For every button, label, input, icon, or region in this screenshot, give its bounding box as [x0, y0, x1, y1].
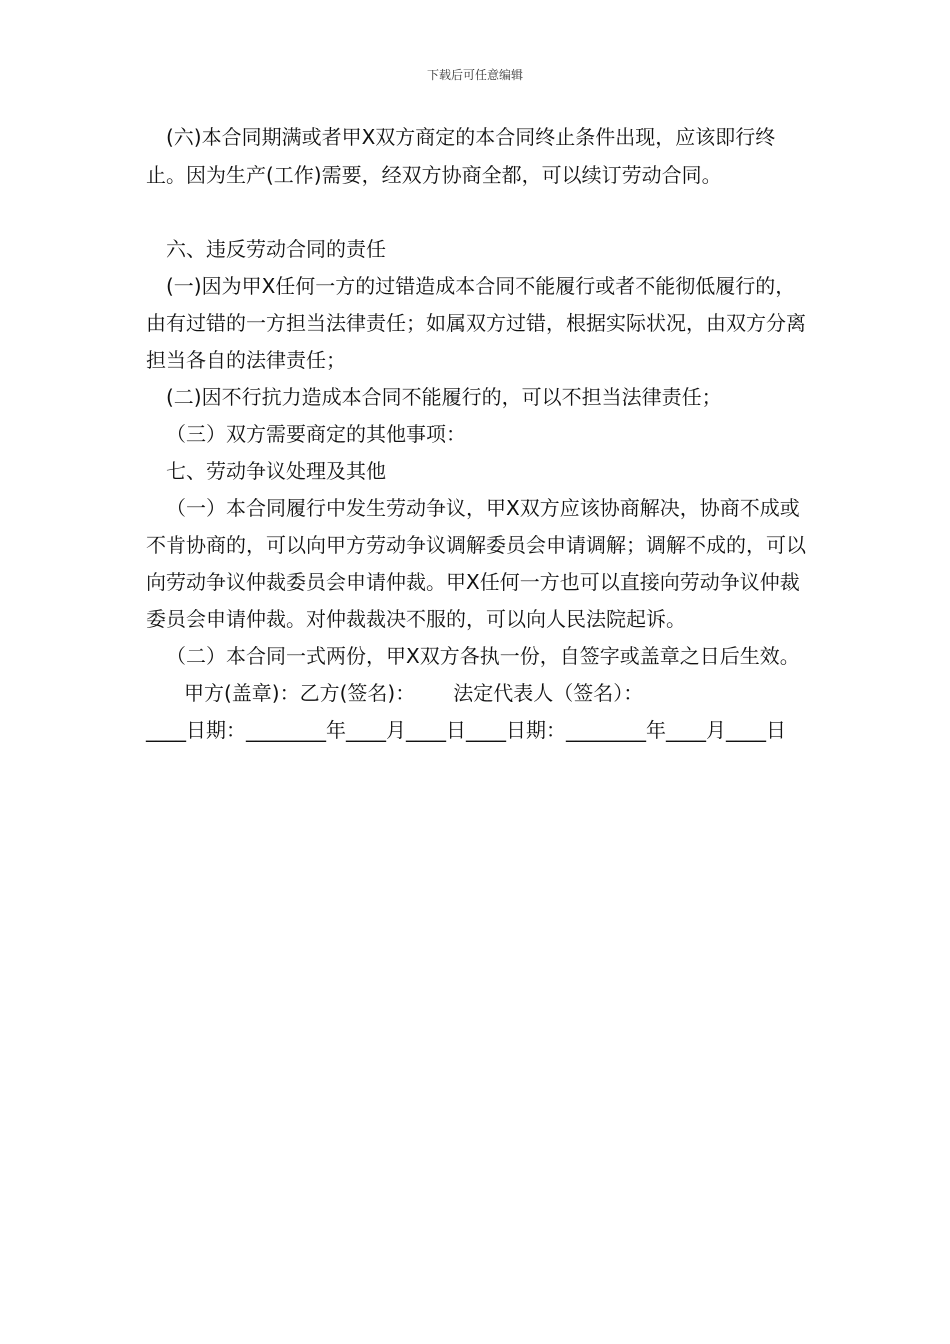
- section-6-title: 六、违反劳动合同的责任: [166, 237, 386, 261]
- section-7-title: 七、劳动争议处理及其他: [166, 459, 386, 483]
- page-header: 下载后可任意编辑: [426, 68, 523, 82]
- party-a-label: 甲方(盖章)：: [184, 681, 300, 705]
- party-b-label: 乙方(签名)：: [299, 681, 416, 705]
- paragraph-7-1: （一）本合同履行中发生劳动争议，甲X双方应该协商解决，协商不成或不肯协商的，可以向甲方劳动争议调解委员会申请调解；调解不成的，可以向劳动争议仲裁委员会申请仲裁。甲X任何一方也可以直接向劳动争议仲裁委员会申请仲裁。对仲裁裁决不服的，可以向人民法院起诉。: [146, 496, 806, 631]
- paragraph-7-2-text: （二）本合同一式两份，甲X双方各执一份，自签字或盖章之日后生效。: [166, 644, 800, 668]
- paragraph-7-2: [146, 638, 810, 712]
- paragraph-6-1: (一)因为甲X任何一方的过错造成本合同不能履行或者不能彻低履行的，由有过错的一方担当法律责任；如属双方过错，根据实际状况，由双方分离担当各自的法律责任；: [146, 274, 806, 372]
- paragraph-6-2: (二)因不行抗力造成本合同不能履行的，可以不担当法律责任；: [166, 385, 722, 409]
- paragraph-6-3: （三）双方需要商定的其他事项：: [166, 422, 466, 446]
- date-line: ____日期：________年____月____日____日期：________年____月____日: [146, 718, 786, 742]
- legal-rep-label: 法定代表人（签名）：: [453, 681, 644, 705]
- paragraph-contract-termination: (六)本合同期满或者甲X双方商定的本合同终止条件出现，应该即行终止。因为生产(工作)需要，经双方协商全都，可以续订劳动合同。: [146, 125, 776, 187]
- document-body: [146, 118, 810, 749]
- blank-line: [146, 194, 810, 231]
